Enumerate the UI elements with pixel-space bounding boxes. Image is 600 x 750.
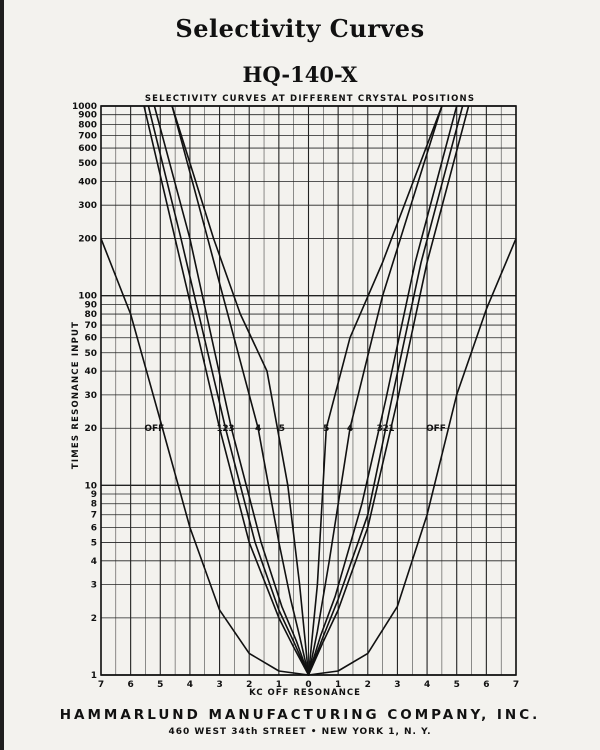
- y-tick-label: 5: [90, 538, 97, 549]
- y-tick-label: 400: [78, 177, 97, 188]
- x-tick-label: 7: [512, 680, 520, 690]
- y-tick-label: 9: [90, 490, 97, 501]
- x-tick-label: 3: [216, 680, 223, 690]
- company-name: HAMMARLUND MANUFACTURING COMPANY, INC.: [59, 707, 541, 723]
- y-tick-label: 20: [84, 424, 97, 435]
- y-tick-label: 700: [78, 131, 97, 142]
- x-tick-label: 5: [453, 680, 460, 690]
- y-tick-label: 2: [90, 613, 97, 624]
- curve-label-3-right: 3: [376, 424, 383, 435]
- y-tick-label: 7: [90, 510, 97, 521]
- y-tick-label: 900: [78, 110, 97, 121]
- x-tick-label: 2: [364, 680, 371, 690]
- x-tick-label: 7: [97, 680, 105, 690]
- x-tick-label: 4: [423, 680, 431, 690]
- y-tick-label: 300: [78, 201, 97, 212]
- x-tick-label: 1: [335, 680, 342, 690]
- x-tick-label: 6: [127, 680, 134, 690]
- curve-label-5-right: 5: [323, 424, 330, 435]
- y-tick-label: 3: [90, 580, 97, 591]
- curve-label-off-left: OFF: [144, 424, 165, 435]
- x-tick-label: 5: [157, 680, 164, 690]
- y-tick-label: 100: [78, 291, 97, 302]
- curve-label-3-left: 3: [228, 424, 235, 435]
- y-tick-label: 500: [78, 159, 97, 170]
- curve-label-1-right: 1: [388, 424, 395, 435]
- page-title: Selectivity Curves: [175, 14, 425, 43]
- y-tick-label: 60: [84, 333, 97, 344]
- y-axis-label: TIMES RESONANCE INPUT: [71, 320, 81, 470]
- model-title: HQ-140-X: [242, 62, 358, 87]
- company-address: 460 WEST 34th STREET • NEW YORK 1, N. Y.: [168, 727, 432, 737]
- x-tick-label: 2: [246, 680, 253, 690]
- x-tick-label: 1: [275, 680, 282, 690]
- y-tick-label: 6: [90, 523, 97, 534]
- y-tick-label: 1000: [71, 102, 97, 112]
- y-tick-label: 4: [90, 556, 97, 567]
- y-tick-label: 10: [84, 481, 97, 492]
- curve-label-off-right: OFF: [425, 424, 446, 435]
- x-tick-label: 3: [394, 680, 401, 690]
- curve-label-4-right: 4: [346, 424, 354, 435]
- y-tick-label: 30: [84, 390, 97, 401]
- curve-3: [154, 106, 456, 675]
- curve-label-1-left: 1: [216, 424, 223, 435]
- y-tick-label: 50: [84, 348, 97, 359]
- chart-title: SELECTIVITY CURVES AT DIFFERENT CRYSTAL POSITIONS: [144, 94, 476, 104]
- y-tick-label: 70: [84, 321, 97, 332]
- curve-label-2-right: 2: [382, 424, 389, 435]
- curve-1: [144, 106, 469, 675]
- y-tick-label: 90: [84, 300, 97, 311]
- y-tick-label: 80: [84, 310, 97, 321]
- curve-label-2-left: 2: [222, 424, 229, 435]
- x-axis-label: KC OFF RESONANCE: [249, 688, 361, 698]
- curve-label-5-left: 5: [278, 424, 285, 435]
- curve-label-4-left: 4: [254, 424, 262, 435]
- y-tick-label: 600: [78, 144, 97, 155]
- x-tick-label: 6: [483, 680, 490, 690]
- y-tick-label: 8: [90, 499, 97, 510]
- y-tick-label: 1: [90, 671, 97, 681]
- y-tick-label: 800: [78, 120, 97, 131]
- y-tick-label: 200: [78, 234, 97, 245]
- y-tick-label: 40: [84, 367, 97, 378]
- x-tick-label: 0: [305, 680, 312, 690]
- x-tick-label: 4: [186, 680, 194, 690]
